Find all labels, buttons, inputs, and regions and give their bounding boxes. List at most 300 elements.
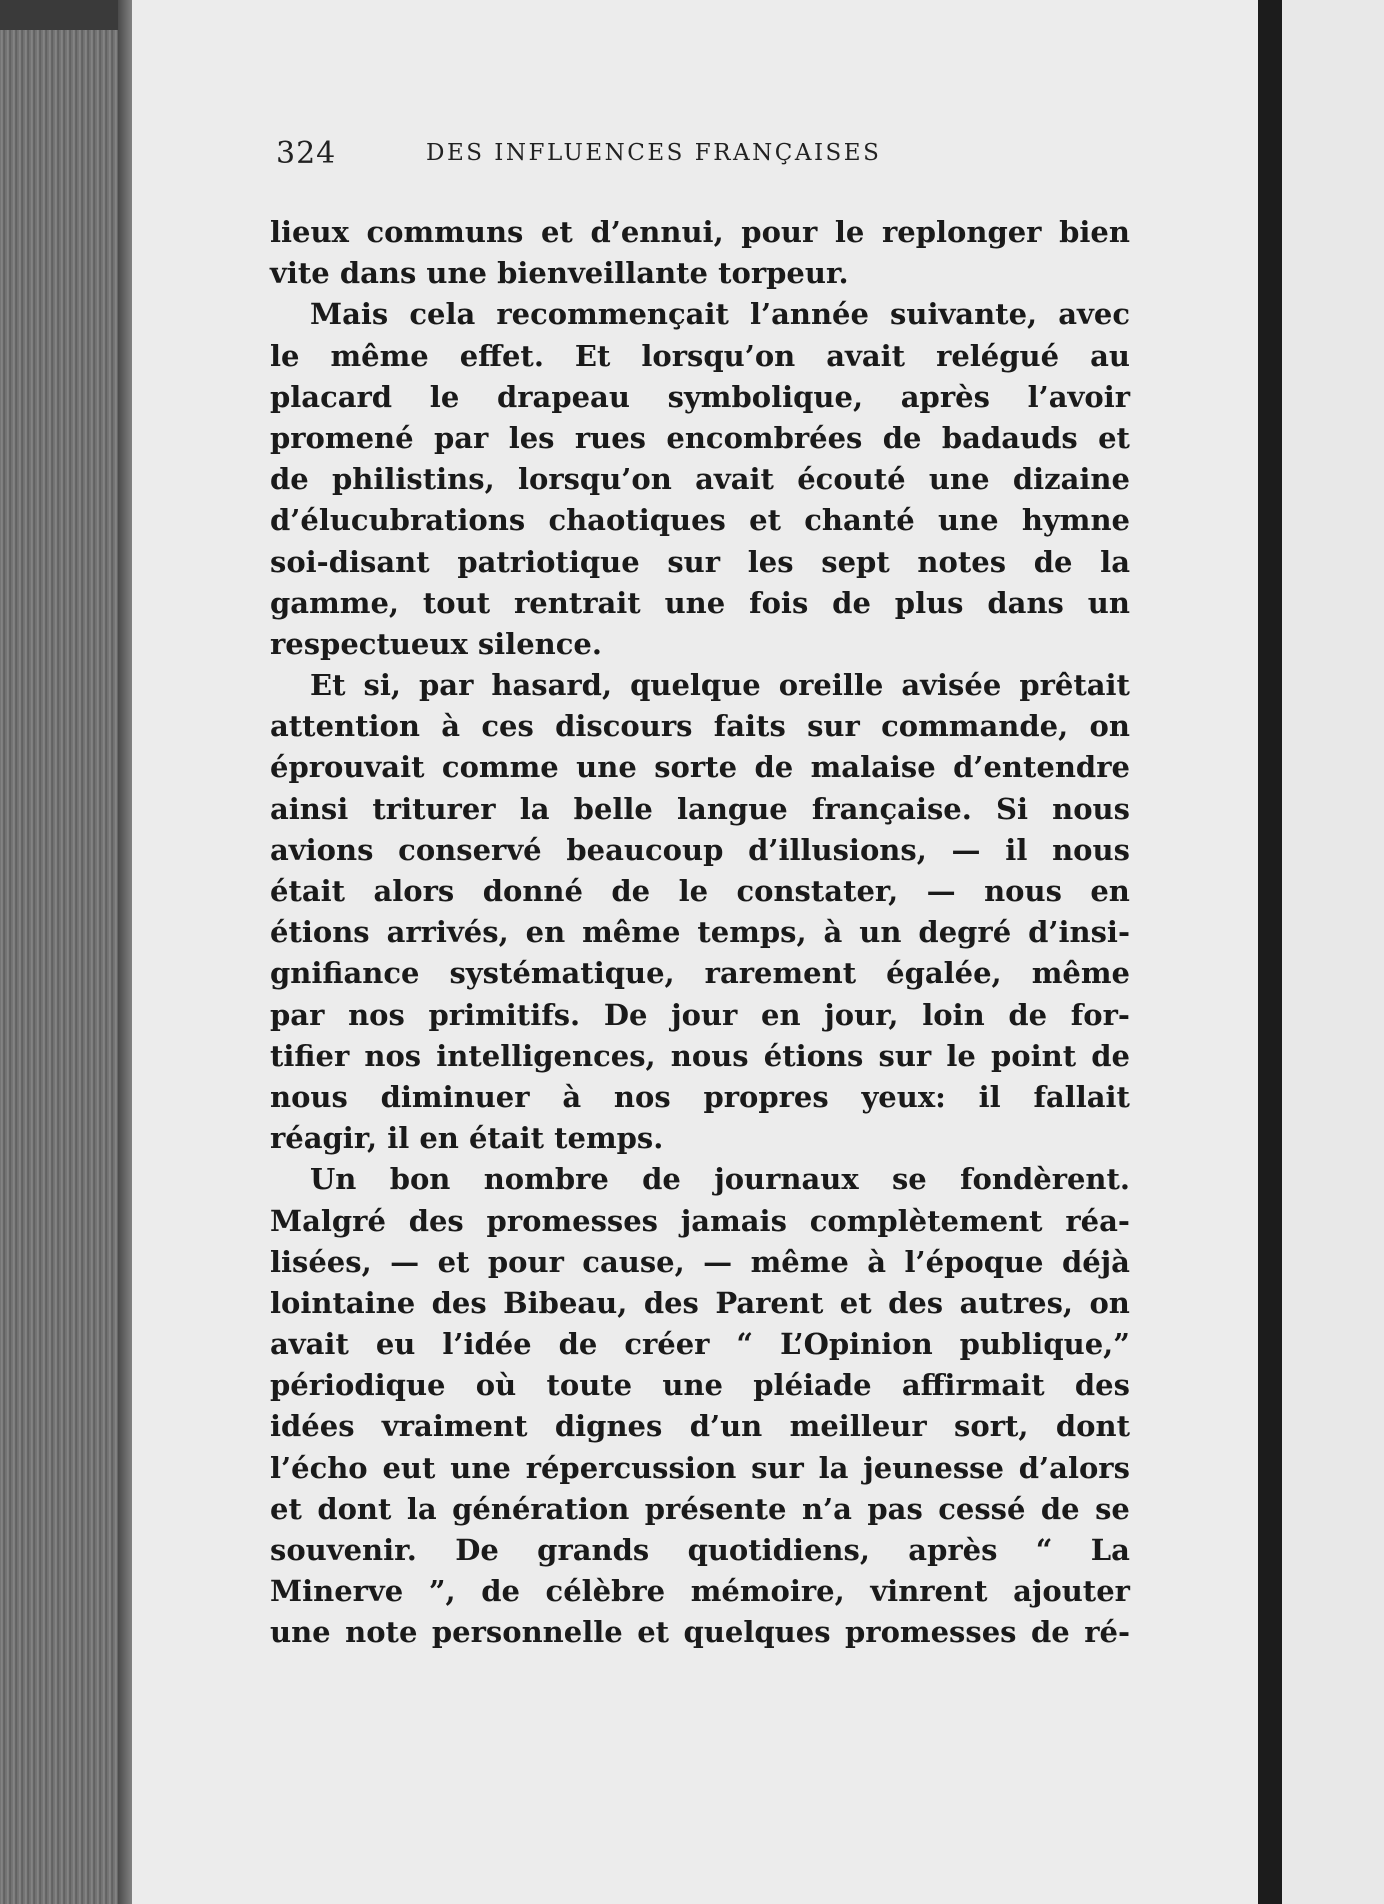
word: avions bbox=[270, 832, 374, 867]
word: systématique, bbox=[449, 956, 675, 991]
word: à bbox=[823, 915, 843, 950]
word: nos bbox=[348, 997, 405, 1032]
word: il bbox=[387, 1121, 420, 1156]
word: la bbox=[406, 1491, 437, 1526]
word: triturer bbox=[372, 791, 496, 826]
word: de bbox=[270, 462, 309, 497]
word: par bbox=[270, 997, 325, 1032]
word: l’époque bbox=[904, 1244, 1044, 1279]
word: la bbox=[519, 791, 550, 826]
book-gutter bbox=[1258, 0, 1282, 1904]
word: nous bbox=[670, 1038, 749, 1073]
word: eut bbox=[382, 1450, 436, 1485]
word: avisée bbox=[901, 668, 1002, 703]
word: — bbox=[926, 874, 956, 908]
word: — bbox=[951, 832, 981, 867]
word: française. bbox=[811, 791, 972, 826]
word: nous bbox=[984, 874, 1062, 908]
text-line bbox=[270, 1077, 1130, 1118]
word: l’idée bbox=[442, 1327, 532, 1362]
word: hasard, bbox=[491, 668, 613, 703]
word: en bbox=[525, 915, 566, 950]
word: oreille bbox=[778, 668, 884, 703]
word: recommençait bbox=[496, 297, 729, 332]
word: des bbox=[431, 1285, 487, 1320]
word: le bbox=[678, 874, 709, 908]
word: Un bbox=[310, 1162, 357, 1197]
word: d’insi- bbox=[1028, 915, 1130, 950]
word: publique,” bbox=[959, 1327, 1130, 1362]
word: dont bbox=[317, 1491, 392, 1526]
word: cause, bbox=[582, 1244, 685, 1279]
word: d’illusions, bbox=[748, 832, 927, 867]
word: réa- bbox=[1065, 1203, 1130, 1238]
text-line bbox=[270, 1489, 1130, 1530]
word: promené bbox=[270, 420, 414, 455]
word: même bbox=[1031, 956, 1130, 991]
word: langue bbox=[677, 791, 788, 826]
word: journaux bbox=[714, 1162, 859, 1197]
word: for- bbox=[1070, 997, 1130, 1032]
word: temps, bbox=[697, 915, 807, 950]
text-line bbox=[270, 418, 1130, 459]
word: on bbox=[1089, 1285, 1130, 1320]
word: degré bbox=[918, 915, 1012, 950]
word: le bbox=[946, 1038, 976, 1073]
text-line bbox=[270, 871, 1130, 912]
text-line bbox=[270, 912, 1130, 953]
word: de bbox=[882, 420, 922, 455]
word: même bbox=[582, 915, 681, 950]
word: complètement bbox=[809, 1203, 1043, 1238]
word: quelques bbox=[683, 1615, 831, 1650]
text-line bbox=[270, 212, 1130, 253]
word: lorsqu’on bbox=[517, 462, 672, 497]
word: même bbox=[750, 1244, 849, 1279]
word: nous bbox=[270, 1079, 348, 1114]
word: une bbox=[664, 585, 726, 620]
word: temps. bbox=[554, 1121, 664, 1156]
word: l’année bbox=[749, 297, 869, 332]
word: diminuer bbox=[380, 1079, 530, 1114]
word: écouté bbox=[797, 462, 906, 497]
word: la bbox=[818, 1450, 849, 1485]
word: des bbox=[888, 1285, 944, 1320]
word: l’avoir bbox=[1027, 379, 1130, 414]
word: après bbox=[900, 379, 990, 414]
word: donné bbox=[482, 874, 583, 908]
word: avec bbox=[1058, 297, 1130, 332]
word: par bbox=[419, 668, 474, 703]
word: bon bbox=[389, 1162, 451, 1197]
text-line bbox=[270, 500, 1130, 541]
word: le bbox=[834, 215, 865, 249]
word: dont bbox=[1055, 1409, 1130, 1444]
word: eu bbox=[375, 1327, 416, 1362]
word: discours bbox=[555, 709, 693, 744]
word: autres, bbox=[959, 1285, 1074, 1320]
word: De bbox=[603, 997, 648, 1032]
text-line bbox=[270, 1448, 1130, 1489]
word: — bbox=[390, 1244, 420, 1279]
word: à bbox=[867, 1244, 887, 1279]
word: avait bbox=[695, 462, 774, 497]
word: de bbox=[642, 1162, 681, 1197]
text-line bbox=[270, 1159, 1130, 1200]
word: chaotiques bbox=[548, 503, 726, 538]
word: génération bbox=[452, 1491, 630, 1526]
word: d’entendre bbox=[953, 750, 1130, 785]
word: de bbox=[611, 874, 651, 908]
text-line bbox=[270, 1036, 1130, 1077]
word: une bbox=[937, 503, 999, 538]
word: il bbox=[1005, 832, 1028, 867]
word: relégué bbox=[936, 338, 1060, 373]
body-text bbox=[270, 212, 1130, 1654]
word: une bbox=[426, 256, 498, 291]
word: “ bbox=[1035, 1533, 1053, 1567]
word: promesses bbox=[486, 1203, 659, 1238]
word: et bbox=[839, 1285, 872, 1320]
word: tifier bbox=[270, 1038, 350, 1073]
word: si, bbox=[363, 668, 401, 703]
word: propres bbox=[703, 1079, 829, 1114]
word: pléiade bbox=[753, 1368, 872, 1403]
word: arrivés, bbox=[386, 915, 509, 950]
word: quotidiens, bbox=[687, 1533, 870, 1567]
word: malaise bbox=[810, 750, 936, 785]
word: nous bbox=[1052, 791, 1130, 826]
word: pour bbox=[487, 1244, 564, 1279]
word: jeunesse bbox=[863, 1450, 1004, 1485]
word: lointaine bbox=[270, 1285, 416, 1320]
word: les bbox=[508, 420, 555, 455]
word: rentrait bbox=[514, 585, 641, 620]
word: des bbox=[408, 1203, 464, 1238]
word: en bbox=[419, 1121, 469, 1156]
word: vraiment bbox=[381, 1409, 528, 1444]
word: L’Opinion bbox=[780, 1327, 933, 1362]
word: effet. bbox=[459, 338, 544, 373]
word: suivante, bbox=[890, 297, 1038, 332]
word: déjà bbox=[1061, 1244, 1130, 1279]
text-line bbox=[270, 1242, 1130, 1283]
word: gamme, bbox=[270, 585, 399, 620]
word: sur bbox=[807, 709, 860, 744]
word: prêtait bbox=[1019, 668, 1130, 703]
word: était bbox=[270, 874, 346, 908]
word: sur bbox=[667, 544, 721, 579]
word: Si bbox=[996, 791, 1028, 826]
word: une bbox=[576, 750, 637, 785]
word: bien bbox=[1059, 215, 1130, 249]
word: des bbox=[643, 1285, 699, 1320]
word: de bbox=[1008, 997, 1048, 1032]
word: l’écho bbox=[270, 1450, 368, 1485]
word: jour bbox=[671, 997, 738, 1032]
text-line bbox=[270, 1571, 1130, 1612]
word: un bbox=[859, 915, 902, 950]
word: sur bbox=[878, 1038, 932, 1073]
word: fois bbox=[749, 585, 809, 620]
word: le bbox=[429, 379, 460, 414]
word: éprouvait bbox=[270, 750, 425, 785]
word: belle bbox=[573, 791, 653, 826]
word: de bbox=[558, 1327, 598, 1362]
word: rarement bbox=[704, 956, 857, 991]
word: les bbox=[747, 544, 794, 579]
text-line bbox=[270, 830, 1130, 871]
word: d’alors bbox=[1018, 1450, 1130, 1485]
word: placard bbox=[270, 379, 393, 414]
word: intelligences, bbox=[436, 1038, 656, 1073]
word: était bbox=[468, 1121, 555, 1156]
word: des bbox=[1074, 1368, 1130, 1403]
word: dizaine bbox=[1012, 462, 1130, 497]
word: loin bbox=[922, 997, 985, 1032]
word: et bbox=[749, 503, 781, 538]
text-line bbox=[270, 953, 1130, 994]
word: constater, bbox=[736, 874, 899, 908]
word: “ bbox=[736, 1327, 754, 1362]
book-page-edges-top bbox=[0, 0, 125, 30]
word: d’ennui, bbox=[590, 215, 724, 249]
word: de bbox=[481, 1574, 520, 1609]
word: au bbox=[1090, 338, 1130, 373]
word: meilleur bbox=[789, 1409, 927, 1444]
word: Et bbox=[574, 338, 611, 373]
word: attention bbox=[270, 709, 420, 744]
word: dans bbox=[339, 256, 427, 291]
word: La bbox=[1090, 1533, 1130, 1567]
word: périodique bbox=[270, 1368, 446, 1403]
word: beaucoup bbox=[566, 832, 724, 867]
word: par bbox=[433, 420, 489, 455]
word: encombrées bbox=[666, 420, 863, 455]
word: dans bbox=[987, 585, 1064, 620]
text-line bbox=[270, 583, 1130, 624]
word: promesses bbox=[845, 1615, 1017, 1650]
text-line bbox=[270, 1365, 1130, 1406]
word: une bbox=[662, 1368, 724, 1403]
word: et bbox=[437, 1244, 470, 1279]
word: cessé bbox=[938, 1491, 1026, 1526]
text-line bbox=[270, 1406, 1130, 1447]
word: de bbox=[1040, 1491, 1080, 1526]
word: d’un bbox=[689, 1409, 763, 1444]
text-line bbox=[270, 253, 1130, 294]
word: et bbox=[270, 1491, 302, 1526]
word: souvenir. bbox=[270, 1533, 417, 1567]
word: note bbox=[345, 1615, 418, 1650]
word: De bbox=[455, 1533, 499, 1567]
word: soi-disant bbox=[270, 544, 430, 579]
next-page-edge bbox=[1282, 0, 1384, 1904]
word: un bbox=[1087, 585, 1130, 620]
word: nos bbox=[613, 1079, 671, 1114]
text-line bbox=[270, 1201, 1130, 1242]
word: tout bbox=[422, 585, 491, 620]
word: de bbox=[832, 585, 871, 620]
word: réagir, bbox=[270, 1121, 388, 1156]
word: torpeur. bbox=[718, 256, 849, 291]
word: symbolique, bbox=[667, 379, 864, 414]
word: en bbox=[1090, 874, 1130, 908]
word: lisées, bbox=[270, 1244, 372, 1279]
word: on bbox=[1089, 709, 1130, 744]
word: et bbox=[1098, 420, 1130, 455]
word: sort, bbox=[954, 1409, 1029, 1444]
word: sur bbox=[751, 1450, 804, 1485]
word: de bbox=[1033, 544, 1073, 579]
word: personnelle bbox=[431, 1615, 623, 1650]
word: ré- bbox=[1084, 1615, 1130, 1650]
text-line bbox=[270, 747, 1130, 788]
text-line bbox=[270, 789, 1130, 830]
word: notes bbox=[917, 544, 1007, 579]
text-line bbox=[270, 377, 1130, 418]
text-line bbox=[270, 1118, 1130, 1159]
word: grands bbox=[537, 1533, 650, 1567]
word: conservé bbox=[398, 832, 542, 867]
word: ces bbox=[481, 709, 534, 744]
word: jour, bbox=[824, 997, 899, 1032]
word: nos bbox=[364, 1038, 422, 1073]
word: créer bbox=[624, 1327, 710, 1362]
text-line bbox=[270, 1530, 1130, 1571]
word: vinrent bbox=[870, 1574, 988, 1609]
word: répercussion bbox=[525, 1450, 737, 1485]
word: point bbox=[990, 1038, 1077, 1073]
book-page-edges bbox=[0, 0, 125, 1904]
word: jamais bbox=[680, 1203, 787, 1238]
text-line bbox=[270, 542, 1130, 583]
word: dignes bbox=[554, 1409, 663, 1444]
text-line bbox=[270, 459, 1130, 500]
word: Et bbox=[310, 668, 346, 703]
word: ”, bbox=[428, 1574, 456, 1609]
word: présente bbox=[644, 1491, 787, 1526]
word: Bibeau, bbox=[503, 1285, 628, 1320]
word: silence. bbox=[477, 626, 602, 661]
word: vite bbox=[270, 256, 340, 291]
word: replonger bbox=[882, 215, 1042, 249]
word: célèbre bbox=[545, 1574, 666, 1609]
word: pas bbox=[867, 1491, 923, 1526]
word: drapeau bbox=[496, 379, 630, 414]
word: se bbox=[891, 1162, 927, 1197]
word: toute bbox=[546, 1368, 633, 1403]
word: étions bbox=[763, 1038, 864, 1073]
word: n’a bbox=[801, 1491, 852, 1526]
word: avait bbox=[826, 338, 906, 373]
word: après bbox=[908, 1533, 998, 1567]
text-line bbox=[270, 706, 1130, 747]
word: rues bbox=[574, 420, 646, 455]
word: philistins, bbox=[332, 462, 495, 497]
word: lieux bbox=[270, 215, 349, 249]
text-line bbox=[270, 665, 1130, 706]
word: pour bbox=[741, 215, 818, 249]
word: où bbox=[475, 1368, 517, 1403]
word: yeux: bbox=[861, 1079, 946, 1114]
word: communs bbox=[366, 215, 524, 249]
text-line bbox=[270, 995, 1130, 1036]
text-line bbox=[270, 294, 1130, 335]
word: lorsqu’on bbox=[641, 338, 796, 373]
word: étions bbox=[270, 915, 370, 950]
text-line bbox=[270, 1612, 1130, 1653]
word: sorte bbox=[654, 750, 738, 785]
word: gnifiance bbox=[270, 956, 420, 991]
word: badauds bbox=[941, 420, 1078, 455]
word: plus bbox=[894, 585, 964, 620]
word: de bbox=[754, 750, 794, 785]
word: il bbox=[978, 1079, 1001, 1114]
word: faits bbox=[713, 709, 786, 744]
text-line bbox=[270, 624, 1130, 665]
word: une bbox=[928, 462, 990, 497]
word: alors bbox=[373, 874, 455, 908]
word: en bbox=[761, 997, 801, 1032]
word: fondèrent. bbox=[960, 1162, 1130, 1197]
word: comme bbox=[441, 750, 559, 785]
word: avait bbox=[270, 1327, 349, 1362]
word: à bbox=[441, 709, 461, 744]
word: Minerve bbox=[270, 1574, 404, 1609]
word: même bbox=[330, 338, 429, 373]
word: quelque bbox=[630, 668, 761, 703]
word: respectueux bbox=[270, 626, 478, 661]
word: ajouter bbox=[1013, 1574, 1130, 1609]
word: Malgré bbox=[270, 1203, 386, 1238]
word: de bbox=[1030, 1615, 1070, 1650]
word: bienveillante bbox=[497, 256, 719, 291]
word: fallait bbox=[1033, 1079, 1130, 1114]
word: sept bbox=[821, 544, 890, 579]
word: et bbox=[540, 215, 573, 249]
word: Parent bbox=[715, 1285, 824, 1320]
word: une bbox=[270, 1615, 331, 1650]
word: affirmait bbox=[901, 1368, 1045, 1403]
word: se bbox=[1095, 1491, 1130, 1526]
word: chanté bbox=[804, 503, 915, 538]
word: commande, bbox=[881, 709, 1069, 744]
running-title: DES INFLUENCES FRANÇAISES bbox=[426, 140, 882, 166]
word: hymne bbox=[1021, 503, 1130, 538]
text-line bbox=[270, 1324, 1130, 1365]
running-head bbox=[276, 136, 966, 176]
word: cela bbox=[409, 297, 476, 332]
word: la bbox=[1100, 544, 1130, 579]
word: d’élucubrations bbox=[270, 503, 526, 538]
word: — bbox=[703, 1244, 733, 1279]
word: primitifs. bbox=[428, 997, 581, 1032]
text-line bbox=[270, 336, 1130, 377]
word: à bbox=[562, 1079, 582, 1114]
word: de bbox=[1091, 1038, 1130, 1073]
word: nous bbox=[1052, 832, 1130, 867]
word: idées bbox=[270, 1409, 355, 1444]
page-number: 324 bbox=[276, 136, 337, 171]
word: patriotique bbox=[457, 544, 640, 579]
word: nombre bbox=[483, 1162, 609, 1197]
word: mémoire, bbox=[690, 1574, 845, 1609]
word: le bbox=[270, 338, 300, 373]
word: une bbox=[450, 1450, 511, 1485]
text-line bbox=[270, 1283, 1130, 1324]
word: et bbox=[637, 1615, 670, 1650]
